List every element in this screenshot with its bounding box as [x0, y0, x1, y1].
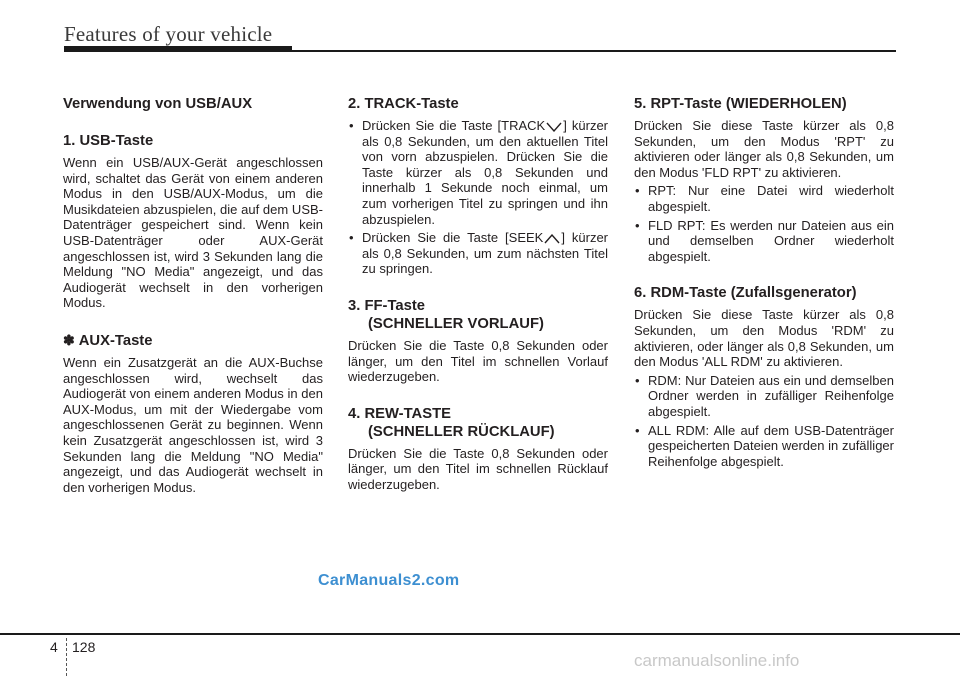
list-item	[348, 230, 608, 277]
rdm-title: 6. RDM-Taste (Zufallsgenerator)	[634, 285, 857, 302]
track-list	[348, 118, 608, 277]
section-number: 4	[50, 639, 58, 655]
page-number: 128	[72, 639, 96, 655]
track-b2-pre: Drücken Sie die Taste [SEEK	[362, 230, 544, 246]
track-b1-pre: Drücken Sie die Taste [TRACK	[362, 118, 546, 133]
usb-title: 1. USB-Taste	[63, 133, 154, 149]
rpt-list	[634, 183, 894, 264]
rpt-title: 5. RPT-Taste (WIEDERHOLEN)	[634, 96, 847, 112]
rew-title	[348, 405, 608, 441]
column-3	[634, 95, 894, 472]
track-b2-post: ] kürzer als 0,8 Sekunden, um zum nächsten Titel zu springen.	[362, 230, 609, 277]
rew-title-line2: (SCHNELLER RÜCKLAUF)	[368, 423, 555, 440]
rdm-text: Drücken Sie diese Taste kürzer als 0,8 Sekunden, um den Modus 'RDM' zu aktivieren, oder länger als 0,8 Sekunden, um den Modus 'ALL RDM' zu aktivieren.	[634, 307, 894, 370]
list-item: • ALL RDM: Alle auf dem USB-Datenträger gespeicherten Dateien werden in zufälliger Reihenfolge abgespielt.	[634, 423, 894, 470]
usb-text: Wenn ein USB/AUX-Gerät angeschlossen wird, schaltet das Gerät von einem anderen Modus in den USB/AUX-Modus, um die Musikdateien abzuspielen, die auf dem USB-Datenträger gespeichert sind. Wenn kein USB-Datenträger oder AUX-Gerät angeschlossen ist, wird 3 Sekunden lang die Meldung "NO Media" angezeigt, und das Audiogerät wechselt in den vorherigen Modus.	[63, 155, 323, 311]
column-2	[348, 95, 608, 493]
aux-title: AUX-Taste	[78, 332, 153, 349]
footer-rule	[0, 633, 960, 635]
ff-title	[348, 297, 608, 333]
rew-title-line1: 4. REW-TASTE	[348, 405, 452, 422]
list-item: • FLD RPT: Es werden nur Dateien aus ein und demselben Ordner wiederholt abgespielt.	[634, 218, 894, 265]
page-header-title: Features of your vehicle	[64, 22, 273, 46]
footer-divider	[66, 638, 67, 676]
list-item: • RDM: Nur Dateien aus ein und demselben Ordner werden in zufälliger Reihenfolge abgespielt.	[634, 373, 894, 420]
section-heading: Verwendung von USB/AUX	[63, 96, 253, 112]
chevron-up-icon	[544, 234, 560, 244]
header-rule	[64, 50, 896, 52]
rdm-list	[634, 373, 894, 470]
note-star-icon: ✽	[63, 331, 75, 348]
ff-title-line2: (SCHNELLER VORLAUF)	[368, 315, 544, 332]
track-b1-post: ] kürzer als 0,8 Sekunden, um den aktuellen Titel von vorn abzuspielen. Drücken Sie die Taste kürzer als 0,8 Sekunden und innerhalb 1 Sekunde noch einmal, um zum vorherigen Titel zu springen und ihn abzuspielen.	[362, 118, 609, 227]
rew-text: Drücken Sie die Taste 0,8 Sekunden oder länger, um den Titel im schnellen Rücklauf wiederzugeben.	[348, 445, 608, 492]
chevron-down-icon	[546, 122, 562, 132]
list-item: • RPT: Nur eine Datei wird wiederholt abgespielt.	[634, 183, 894, 214]
watermark-link[interactable]: CarManuals2.com	[318, 572, 460, 589]
ff-text: Drücken Sie die Taste 0,8 Sekunden oder länger, um den Titel im schnellen Vorlauf wiederzugeben.	[348, 337, 608, 385]
track-title: 2. TRACK-Taste	[348, 96, 459, 112]
aux-text: Wenn ein Zusatzgerät an die AUX-Buchse angeschlossen wird, wechselt das Audiogerät von einem anderen Modus in den AUX-Modus, um mit der Wiedergabe vom angeschlossenen Gerät zu beginnen. Wenn kein Zusatzgerät angeschlossen ist, wird 3 Sekunden lang die Meldung "NO Media" angezeigt, und das Audiogerät wechselt in den vorherigen Modus.	[63, 354, 323, 495]
list-item	[348, 118, 608, 227]
ff-title-line1: 3. FF-Taste	[348, 297, 426, 314]
column-1	[63, 95, 323, 495]
rpt-text: Drücken Sie diese Taste kürzer als 0,8 Sekunden, um den Modus 'RPT' zu aktivieren oder länger als 0,8 Sekunden, um den Modus 'FLD RPT' zu aktivieren.	[634, 118, 894, 180]
aux-title-row	[63, 331, 323, 350]
watermark-footer: carmanualsonline.info	[634, 651, 800, 670]
